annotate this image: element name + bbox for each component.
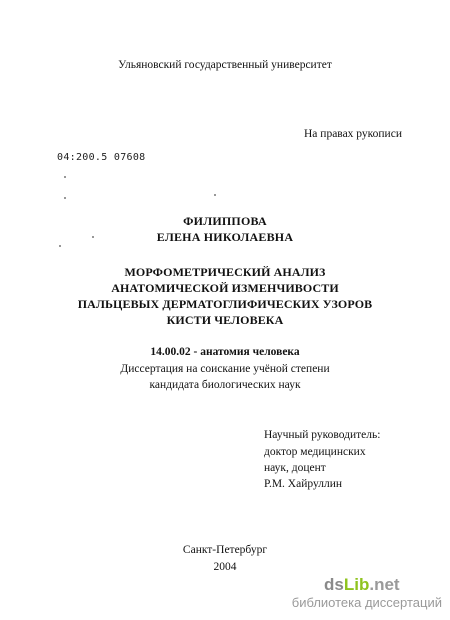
- logo-part-lib: Lib: [343, 575, 370, 594]
- supervisor-name: Р.М. Хайруллин: [264, 478, 343, 490]
- supervisor-heading: Научный руководитель:: [264, 429, 381, 441]
- degree-field: кандидата биологических наук: [149, 379, 301, 391]
- dissertation-title-line: ПАЛЬЦЕВЫХ ДЕРМАТОГЛИФИЧЕСКИХ УЗОРОВ: [77, 297, 373, 311]
- document-code: 04:200.5 07608: [57, 152, 146, 163]
- logo-part-ds: ds: [324, 575, 344, 594]
- manuscript-rights-note: На правах рукописи: [304, 128, 402, 140]
- watermark-subtitle: библиотека диссертаций: [291, 595, 442, 610]
- dslib-logo: [324, 575, 444, 595]
- dissertation-title-line: КИСТИ ЧЕЛОВЕКА: [166, 313, 284, 327]
- dissertation-title-line: АНАТОМИЧЕСКОЙ ИЗМЕНЧИВОСТИ: [111, 281, 339, 295]
- university-name: Ульяновский государственный университет: [118, 59, 332, 71]
- supervisor-rank: наук, доцент: [264, 462, 326, 474]
- dissertation-title-line: МОРФОМЕТРИЧЕСКИЙ АНАЛИЗ: [124, 265, 326, 279]
- supervisor-degree: доктор медицинских: [264, 446, 366, 458]
- scan-speck: [59, 245, 61, 247]
- author-given-names: ЕЛЕНА НИКОЛАЕВНА: [156, 230, 294, 244]
- degree-statement: Диссертация на соискание учёной степени: [120, 363, 330, 375]
- city: Санкт-Петербург: [182, 544, 268, 556]
- scan-speck: [214, 194, 216, 196]
- specialty-code: 14.00.02 - анатомия человека: [150, 346, 300, 358]
- scan-speck: [64, 176, 66, 178]
- scan-speck: [64, 197, 66, 199]
- logo-part-net: .net: [369, 575, 400, 594]
- year: 2004: [213, 561, 237, 573]
- author-surname: ФИЛИППОВА: [183, 214, 267, 228]
